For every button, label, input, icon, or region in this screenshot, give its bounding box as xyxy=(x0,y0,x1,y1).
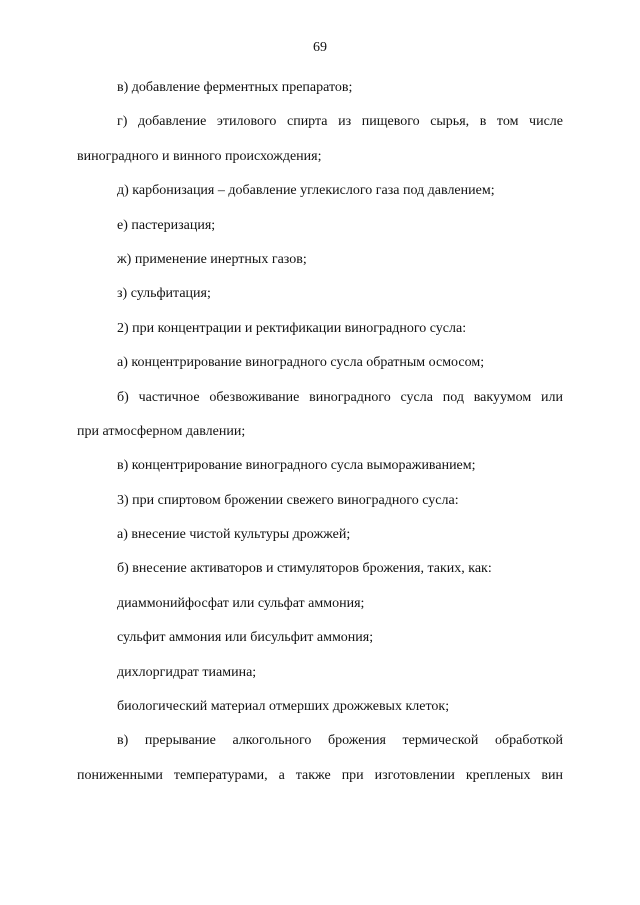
text-line: дихлоргидрат тиамина; xyxy=(117,664,257,680)
text-line: 2) при концентрации и ректификации виноградного сусла: xyxy=(117,320,467,336)
text-line: б) частичное обезвоживание виноградного сусла под вакуумом или xyxy=(117,389,563,405)
text-line: в) концентрирование виноградного сусла вымораживанием; xyxy=(117,458,476,474)
text-line: 3) при спиртовом брожении свежего виноградного сусла: xyxy=(117,492,459,508)
text-line: в) прерывание алкогольного брожения термической обработкой xyxy=(117,733,563,749)
text-line: пониженными температурами, а также при изготовлении крепленых вин xyxy=(77,767,563,783)
text-line: в) добавление ферментных препаратов; xyxy=(117,80,353,95)
text-line: е) пастеризация; xyxy=(117,217,216,233)
text-line: при атмосферном давлении; xyxy=(77,423,246,439)
text-line: б) внесение активаторов и стимуляторов брожения, таких, как: xyxy=(117,561,492,577)
text-line: виноградного и винного происхождения; xyxy=(77,148,322,164)
text-line: д) карбонизация – добавление углекислого газа под давлением; xyxy=(117,183,495,199)
page-number: 69 xyxy=(313,40,327,55)
text-line: а) внесение чистой культуры дрожжей; xyxy=(117,527,351,543)
text-line: диаммонийфосфат или сульфат аммония; xyxy=(117,595,365,611)
text-line: биологический материал отмерших дрожжевых клеток; xyxy=(117,699,450,715)
text-line: з) сульфитация; xyxy=(117,286,211,302)
body-text xyxy=(77,71,563,793)
text-line: ж) применение инертных газов; xyxy=(117,251,307,267)
text-line: сульфит аммония или бисульфит аммония; xyxy=(117,630,374,646)
text-line: а) концентрирование виноградного сусла обратным осмосом; xyxy=(117,355,485,371)
text-line: г) добавление этилового спирта из пищевого сырья, в том числе xyxy=(117,114,563,130)
